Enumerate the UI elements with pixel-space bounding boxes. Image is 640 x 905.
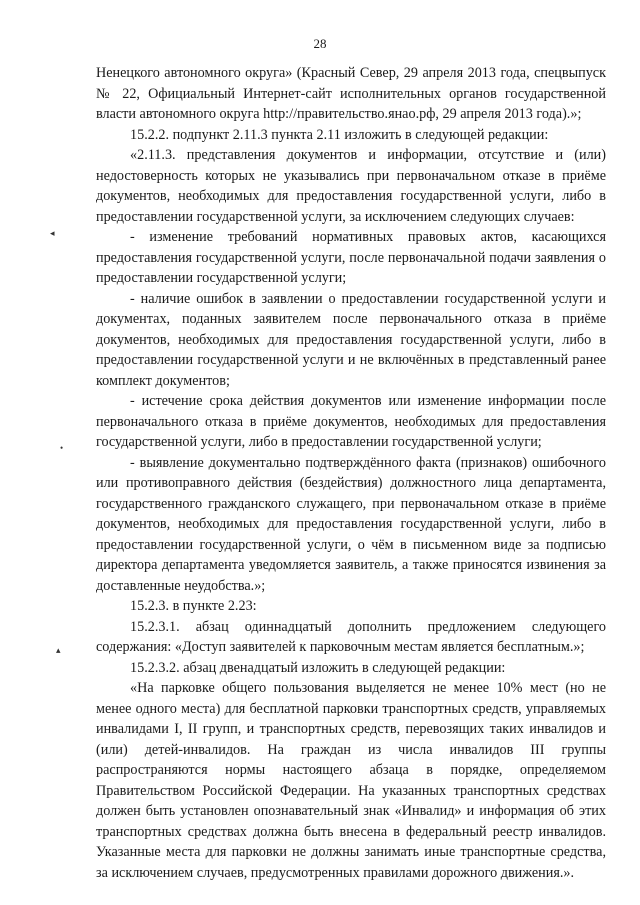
paragraph: - выявление документально подтверждённого факта (признаков) ошибочного или противоправного действия (бездействия) должностного лица департамента, государственного гражданского служащего, при первоначальном отказе в приёме документов, необходимых для предоставления государственной услуги, либо в предоставлении государственной услуги, о чём в письменном виде за подписью директора департамента уведомляется заявитель, а также приносятся извинения за доставленные неудобства.»;: [96, 454, 606, 594]
paragraph: - истечение срока действия документов или изменение информации после первоначального отказа в приёме документов, необходимых для предоставления государственной услуги, либо в предоставлении государственной услуги;: [96, 393, 606, 450]
paragraph: - изменение требований нормативных правовых актов, касающихся предоставления государственной услуги, после первоначальной подачи заявления о предоставлении государственной услуги;: [96, 229, 606, 286]
paragraph: «На парковке общего пользования выделяется не менее 10% мест (но не менее одного места) для бесплатной парковки транспортных средств, управляемых инвалидами I, II групп, и транспортных средств, перевозящих таких инвалидов и (или) детей-инвалидов. На граждан из числа инвалидов III группы распространяются нормы настоящего абзаца в порядке, определяемом Правительством Российской Федерации. На указанных транспортных средствах должен быть установлен опознавательный знак «Инвалид» и информация об этих транспортных средствах должна быть внесена в федеральный реестр инвалидов. Указанные места для парковки не должны занимать иные транспортные средства, за исключением случаев, предусмотренных правилами дорожного движения.».: [96, 680, 606, 881]
paragraph: 15.2.2. подпункт 2.11.3 пункта 2.11 изложить в следующей редакции:: [130, 126, 549, 143]
paragraph: Ненецкого автономного округа» (Красный Север, 29 апреля 2013 года, спецвыпуск № 22, Официальный Интернет-сайт исполнительных органов государственной власти автономного округа http://правительство.янао.рф, 29 апреля 2013 года).»;: [96, 65, 606, 122]
margin-mark: •: [60, 443, 64, 453]
document-body: [96, 63, 606, 883]
page-number: 28: [313, 36, 327, 51]
paragraph: 15.2.3.2. абзац двенадцатый изложить в следующей редакции:: [130, 659, 506, 676]
paragraph: «2.11.3. представления документов и информации, отсутствие и (или) недостоверность которых не указывались при первоначальном отказе в приёме документов, необходимых для предоставления государственной услуги, либо в предоставлении государственной услуги, за исключением следующих случаев:: [96, 147, 606, 225]
margin-mark: ◂: [50, 228, 55, 238]
paragraph: - наличие ошибок в заявлении о предоставлении государственной услуги и документах, поданных заявителем после первоначального отказа в приёме документов, необходимых для предоставления государственной услуги, либо в предоставлении государственной услуги и не включённых в представленный ранее комплект документов;: [96, 290, 606, 389]
paragraph: 15.2.3.1. абзац одиннадцатый дополнить предложением следующего содержания: «Доступ заявителей к парковочным местам является бесплатным.»;: [96, 618, 606, 655]
paragraph: 15.2.3. в пункте 2.23:: [130, 598, 257, 614]
margin-mark: ▴: [56, 645, 61, 655]
